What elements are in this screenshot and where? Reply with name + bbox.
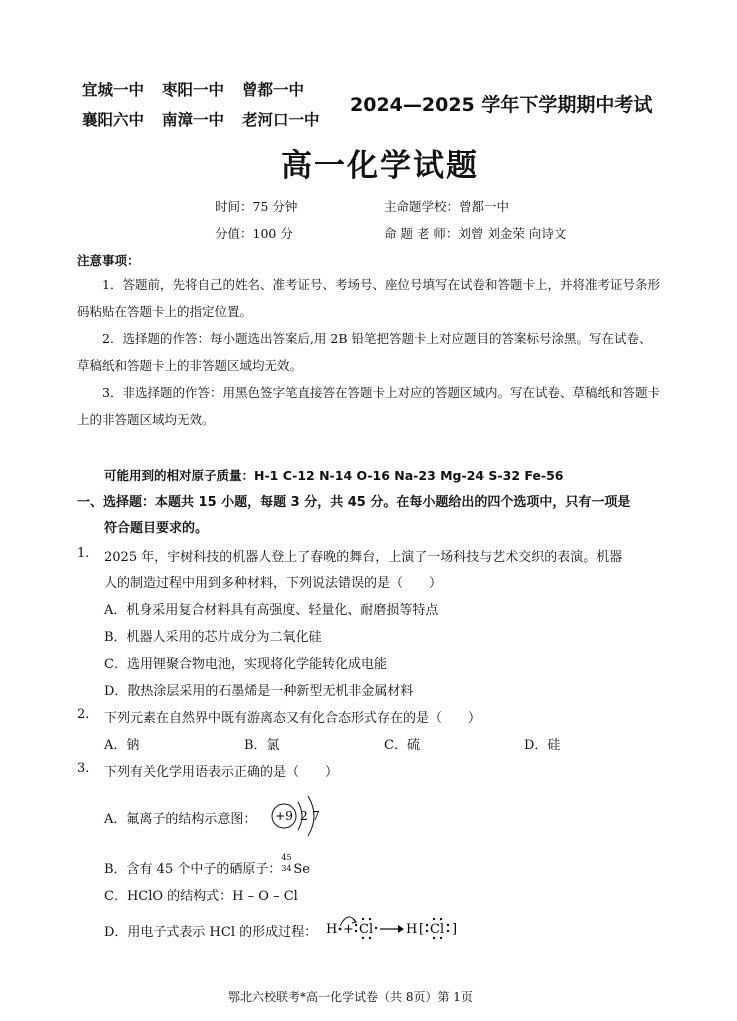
fluoride-ion-structure-diagram	[268, 788, 334, 844]
electron-dot	[369, 937, 371, 939]
question-1-option-c: C．选用锂聚合物电池，实现将化学能转化成电能	[104, 657, 387, 672]
schools-row-1	[82, 78, 322, 100]
question-3-option-c: C．HClO 的结构式：H – O – Cl	[104, 889, 298, 904]
electron-dot	[339, 928, 342, 931]
electron-dot	[440, 937, 442, 939]
question-2-option-d: D．硅	[524, 738, 561, 753]
option-b-label: B．含有 45 个中子的硒原子：	[104, 862, 282, 877]
electron-dot	[426, 924, 428, 926]
page-title: 高一化学试题	[281, 148, 479, 184]
electron-dot	[362, 918, 364, 920]
question-number: 3.	[77, 761, 90, 776]
bracket-right: ]	[452, 922, 458, 937]
question-1-option-a: A．机身采用复合材料具有高强度、轻量化、耐磨损等特点	[104, 603, 439, 618]
question-2-option-b: B．氯	[244, 738, 280, 753]
question-1-option-b: B．机器人采用的芯片成分为二氧化硅	[104, 630, 322, 645]
chlorine-symbol: Cl	[430, 922, 445, 937]
electron-dot	[362, 937, 364, 939]
notice-item-2: 2．选择题的作答：每小题选出答案后,用 2B 铅笔把答题卡上对应题目的答案标号涂黑。写在试卷、草稿纸和答题卡上的非答题区域均无效。	[77, 331, 652, 373]
exam-score: 分值：100 分	[215, 226, 293, 241]
question-3-option-d: D．用电子式表示 HCl 的形成过程：	[104, 925, 318, 940]
lead-school: 主命题学校：曾都一中	[384, 199, 510, 214]
page-footer: 鄂北六校联考*高一化学试卷（共 8页）第 1页	[228, 990, 473, 1004]
question-3-stem: 下列有关化学用语表示正确的是（ ）	[104, 765, 339, 780]
question-2-option-a: A．钠	[104, 738, 140, 753]
electron-dot	[447, 924, 449, 926]
electron-dot	[447, 930, 449, 932]
question-2-stem: 下列元素在自然界中既有游离态又有化合态形式存在的是（ ）	[104, 711, 482, 726]
notice-item-1: 1．答题前，先将自己的姓名、准考证号、考场号、座位号填写在试卷和答题卡上，并将准考证号条形码粘贴在答题卡上的指定位置。	[77, 277, 660, 319]
question-3-option-b	[104, 853, 310, 877]
question-number: 2.	[77, 707, 90, 722]
schools-row-2	[82, 108, 338, 130]
school-name: 宜城一中	[82, 81, 145, 99]
notice-item-3: 3．非选择题的作答：用黑色签字笔直接答在答题卡上对应的答题区域内。写在试卷、草稿纸和答题卡上的非答题区域均无效。	[77, 385, 660, 427]
school-name: 襄阳六中	[82, 111, 145, 129]
hcl-formation-diagram	[322, 908, 472, 942]
section-heading-line2: 符合题目要求的。	[104, 521, 209, 536]
exam-teachers: 命 题 老 师：刘曾 刘金荣 向诗文	[384, 226, 567, 241]
school-name: 老河口一中	[242, 111, 320, 129]
exam-time: 时间：75 分钟	[215, 199, 298, 214]
electron-dot	[440, 918, 442, 920]
hydrogen-symbol: H	[326, 922, 338, 937]
nucleus-charge: +9	[275, 809, 293, 823]
hydrogen-symbol: H	[406, 922, 418, 937]
school-name: 曾都一中	[242, 81, 305, 99]
question-1-stem-line1: 2025 年，宇树科技的机器人登上了春晚的舞台，上演了一场科技与艺术交织的表演。机器	[104, 550, 623, 565]
atomic-number: 34	[281, 864, 292, 873]
element-symbol: Se	[293, 862, 310, 877]
school-name: 枣阳一中	[162, 81, 225, 99]
plus-sign: +	[343, 922, 354, 937]
electron-dot	[369, 918, 371, 920]
arc-arrowhead	[352, 919, 356, 923]
question-3-option-a: A．氟离子的结构示意图：	[104, 812, 257, 827]
electron-dot	[433, 918, 435, 920]
atomic-masses: 可能用到的相对原子质量：H-1 C-12 N-14 O-16 Na-23 Mg-24 S-32 Fe-56	[104, 468, 564, 483]
mass-number: 45	[281, 853, 292, 862]
electron-dot	[355, 930, 357, 932]
electron-dot	[355, 924, 357, 926]
notice-heading: 注意事项：	[77, 253, 140, 268]
chlorine-symbol: Cl	[359, 922, 374, 937]
electron-dot	[426, 930, 428, 932]
question-2-option-c: C．硫	[384, 738, 420, 753]
section-heading-line1: 一、选择题：本题共 15 小题，每题 3 分，共 45 分。在每小题给出的四个选项中，只有一项是	[77, 495, 631, 510]
question-number: 1.	[77, 546, 90, 561]
electron-dot	[375, 927, 377, 929]
question-1-stem-line2: 人的制造过程中用到多种材料，下列说法错误的是（ ）	[104, 576, 443, 591]
exam-name: 2024—2025 学年下学期期中考试	[350, 94, 653, 116]
electron-dot	[433, 937, 435, 939]
question-1-option-d: D．散热涂层采用的石墨烯是一种新型无机非金属材料	[104, 684, 414, 699]
bracket-left: [	[419, 922, 425, 937]
nuclide-notation	[281, 853, 293, 873]
shell-2-electrons: 7	[312, 809, 320, 823]
shell-1-electrons: 2	[300, 809, 308, 823]
reaction-arrowhead	[398, 925, 404, 933]
school-name: 南漳一中	[162, 111, 225, 129]
